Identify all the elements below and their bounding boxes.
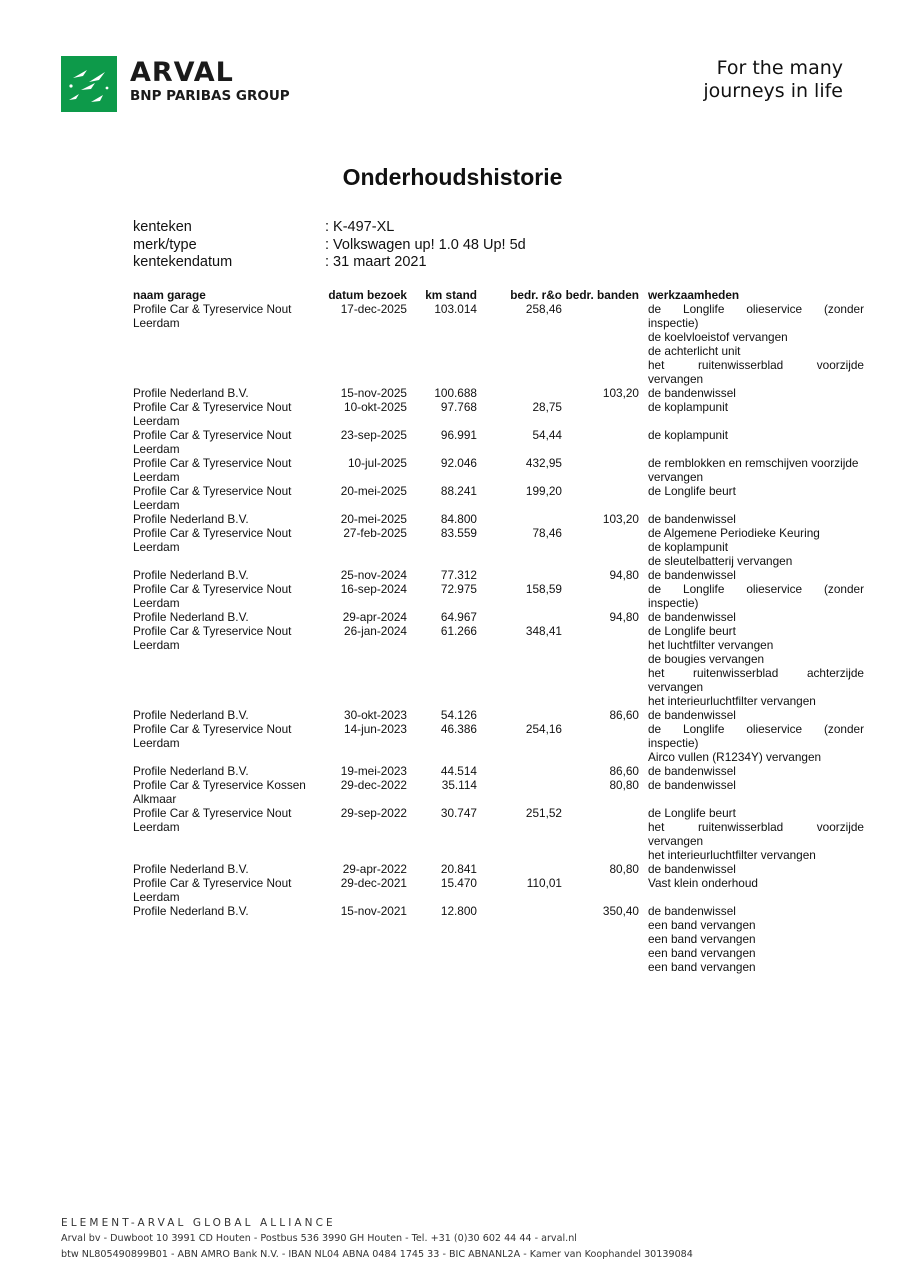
cell-ro: 432,95 <box>525 456 562 470</box>
cell-garage <box>133 386 318 400</box>
table-row <box>133 526 873 568</box>
garage-line: Leerdam <box>133 414 180 428</box>
cell-work <box>648 428 864 442</box>
table-row <box>133 484 873 512</box>
work-line: het interieurluchtfilter vervangen <box>648 848 816 862</box>
cell-garage <box>133 778 318 806</box>
cell-work <box>648 512 864 526</box>
header-work: werkzaamheden <box>648 288 740 302</box>
cell-work <box>648 862 864 876</box>
work-line: de bandenwissel <box>648 610 736 624</box>
cell-work <box>648 764 864 778</box>
birds-icon <box>61 56 117 112</box>
garage-line: Profile Nederland B.V. <box>133 610 249 624</box>
cell-km: 97.768 <box>440 400 477 414</box>
cell-work <box>648 778 864 792</box>
work-line: een band vervangen <box>648 932 756 946</box>
garage-line: Leerdam <box>133 890 180 904</box>
work-line: Airco vullen (R1234Y) vervangen <box>648 750 822 764</box>
work-line: de bandenwissel <box>648 708 736 722</box>
cell-tyres: 80,80 <box>609 862 639 876</box>
garage-line: Profile Car & Tyreservice Kossen <box>133 778 306 792</box>
cell-garage <box>133 764 318 778</box>
work-line: de Longlife olieservice (zonder <box>648 302 864 316</box>
work-line: inspectie) <box>648 596 699 610</box>
cell-km: 88.241 <box>440 484 477 498</box>
cell-garage <box>133 806 318 834</box>
garage-line: Profile Car & Tyreservice Nout <box>133 806 292 820</box>
cell-work <box>648 624 864 708</box>
cell-work <box>648 526 864 568</box>
cell-tyres: 350,40 <box>602 904 639 918</box>
cell-garage <box>133 904 318 918</box>
garage-line: Profile Nederland B.V. <box>133 904 249 918</box>
cell-garage <box>133 568 318 582</box>
work-line: de Longlife beurt <box>648 484 736 498</box>
cell-work <box>648 876 864 890</box>
cell-date: 15-nov-2025 <box>340 386 407 400</box>
table-row <box>133 722 873 764</box>
header-garage: naam garage <box>133 288 206 302</box>
work-line: vervangen <box>648 680 704 694</box>
cell-km: 72.975 <box>440 582 477 596</box>
cell-ro: 78,46 <box>532 526 562 540</box>
cell-ro: 110,01 <box>526 876 562 890</box>
cell-work <box>648 568 864 582</box>
cell-date: 10-okt-2025 <box>344 400 407 414</box>
tagline <box>703 57 843 103</box>
cell-ro: 251,52 <box>525 806 562 820</box>
footer-address: Arval bv - Duwboot 10 3991 CD Houten - Postbus 536 3990 GH Houten - Tel. +31 (0)30 602 44 44 - arval.nl <box>61 1233 577 1244</box>
work-line: het ruitenwisserblad voorzijde <box>648 358 864 372</box>
cell-km: 35.114 <box>441 778 477 792</box>
garage-line: Profile Nederland B.V. <box>133 764 249 778</box>
cell-work <box>648 302 864 386</box>
garage-line: Leerdam <box>133 596 180 610</box>
work-line: Vast klein onderhoud <box>648 876 758 890</box>
table-body <box>133 302 873 974</box>
work-line: de bandenwissel <box>648 862 736 876</box>
work-line: het ruitenwisserblad voorzijde <box>648 820 864 834</box>
vehicle-row <box>133 219 526 237</box>
cell-km: 12.800 <box>440 904 477 918</box>
cell-km: 103.014 <box>434 302 477 316</box>
work-line: inspectie) <box>648 316 699 330</box>
cell-km: 77.312 <box>440 568 477 582</box>
cell-km: 44.514 <box>440 764 477 778</box>
work-line: een band vervangen <box>648 918 756 932</box>
cell-garage <box>133 526 318 554</box>
work-line: de bougies vervangen <box>648 652 765 666</box>
cell-tyres: 103,20 <box>602 512 639 526</box>
vehicle-value: : Volkswagen up! 1.0 48 Up! 5d <box>325 236 526 253</box>
arval-logo-icon <box>61 56 117 112</box>
garage-line: Profile Car & Tyreservice Nout <box>133 302 292 316</box>
work-line: een band vervangen <box>648 960 756 974</box>
footer <box>61 1216 693 1263</box>
cell-date: 17-dec-2025 <box>340 302 407 316</box>
table-row <box>133 778 873 806</box>
garage-line: Profile Nederland B.V. <box>133 862 249 876</box>
work-line: vervangen <box>648 834 704 848</box>
cell-date: 20-mei-2025 <box>340 512 407 526</box>
garage-line: Profile Car & Tyreservice Nout <box>133 428 292 442</box>
table-row <box>133 610 873 624</box>
cell-ro: 28,75 <box>532 400 562 414</box>
cell-work <box>648 708 864 722</box>
cell-ro: 158,59 <box>525 582 562 596</box>
table-row <box>133 764 873 778</box>
work-line: het luchtfilter vervangen <box>648 638 774 652</box>
work-line: de Longlife beurt <box>648 806 736 820</box>
cell-work <box>648 484 864 498</box>
garage-line: Leerdam <box>133 470 180 484</box>
cell-work <box>648 582 864 610</box>
cell-km: 15.470 <box>440 876 477 890</box>
garage-line: Profile Car & Tyreservice Nout <box>133 456 292 470</box>
cell-work <box>648 806 864 862</box>
garage-line: Profile Car & Tyreservice Nout <box>133 582 292 596</box>
cell-tyres: 86,60 <box>609 708 639 722</box>
cell-km: 61.266 <box>440 624 477 638</box>
work-line: het interieurluchtfilter vervangen <box>648 694 816 708</box>
garage-line: Leerdam <box>133 638 180 652</box>
table-row <box>133 428 873 456</box>
table-row <box>133 624 873 708</box>
table-row <box>133 386 873 400</box>
header-ro: bedr. r&o <box>510 288 562 302</box>
work-line: de koplampunit <box>648 540 729 554</box>
cell-work <box>648 904 864 974</box>
work-line: vervangen <box>648 372 704 386</box>
vehicle-value: : K-497-XL <box>325 219 395 235</box>
cell-work <box>648 386 864 400</box>
garage-line: Profile Car & Tyreservice Nout <box>133 876 292 890</box>
work-line: de bandenwissel <box>648 904 736 918</box>
garage-line: Profile Nederland B.V. <box>133 386 249 400</box>
vehicle-row <box>133 237 526 255</box>
cell-ro: 54,44 <box>532 428 562 442</box>
garage-line: Leerdam <box>133 316 180 330</box>
header-date: datum bezoek <box>328 288 407 302</box>
work-line: de achterlicht unit <box>648 344 741 358</box>
cell-date: 20-mei-2025 <box>340 484 407 498</box>
table-row <box>133 806 873 862</box>
garage-line: Profile Nederland B.V. <box>133 512 249 526</box>
vehicle-label: merk/type <box>133 236 197 253</box>
cell-work <box>648 722 864 764</box>
cell-garage <box>133 624 318 652</box>
garage-line: Profile Car & Tyreservice Nout <box>133 722 292 736</box>
cell-date: 26-jan-2024 <box>344 624 407 638</box>
table-row <box>133 862 873 876</box>
vehicle-info <box>133 219 526 272</box>
cell-work <box>648 610 864 624</box>
cell-date: 29-apr-2024 <box>342 610 407 624</box>
garage-line: Leerdam <box>133 736 180 750</box>
tagline-line-1: For the many <box>716 57 843 79</box>
vehicle-label: kenteken <box>133 219 192 235</box>
cell-garage <box>133 708 318 722</box>
cell-garage <box>133 456 318 484</box>
header-km: km stand <box>425 288 477 302</box>
work-line: de bandenwissel <box>648 764 736 778</box>
cell-date: 27-feb-2025 <box>343 526 407 540</box>
work-line: de bandenwissel <box>648 386 736 400</box>
cell-tyres: 80,80 <box>609 778 639 792</box>
cell-work <box>648 456 864 484</box>
cell-km: 20.841 <box>440 862 477 876</box>
cell-date: 14-jun-2023 <box>344 722 407 736</box>
cell-garage <box>133 400 318 428</box>
work-line: de Longlife olieservice (zonder <box>648 582 864 596</box>
cell-tyres: 94,80 <box>609 610 639 624</box>
work-line: de bandenwissel <box>648 568 736 582</box>
work-line: de Algemene Periodieke Keuring <box>648 526 820 540</box>
work-line: de remblokken en remschijven voorzijde <box>648 456 859 470</box>
cell-km: 100.688 <box>434 386 477 400</box>
cell-ro: 254,16 <box>525 722 562 736</box>
work-line: de koplampunit <box>648 400 729 414</box>
vehicle-row <box>133 254 526 272</box>
garage-line: Profile Nederland B.V. <box>133 568 249 582</box>
work-line: een band vervangen <box>648 946 756 960</box>
brand-group: BNP PARIBAS GROUP <box>130 88 290 104</box>
cell-km: 54.126 <box>440 708 477 722</box>
table-row <box>133 904 873 974</box>
work-line: de Longlife olieservice (zonder <box>648 722 864 736</box>
cell-ro: 258,46 <box>525 302 562 316</box>
table-row <box>133 400 873 428</box>
garage-line: Profile Car & Tyreservice Nout <box>133 484 292 498</box>
cell-garage <box>133 582 318 610</box>
maintenance-history-table <box>133 288 873 974</box>
cell-garage <box>133 876 318 904</box>
cell-km: 83.559 <box>440 526 477 540</box>
cell-km: 30.747 <box>440 806 477 820</box>
cell-garage <box>133 484 318 512</box>
work-line: vervangen <box>648 470 704 484</box>
vehicle-label: kentekendatum <box>133 254 233 270</box>
cell-date: 29-apr-2022 <box>342 862 407 876</box>
vehicle-value: : 31 maart 2021 <box>325 254 427 270</box>
brand-name: ARVAL <box>130 57 234 88</box>
table-row <box>133 568 873 582</box>
header-tyres: bedr. banden <box>565 288 639 302</box>
garage-line: Profile Car & Tyreservice Nout <box>133 400 292 414</box>
tagline-line-2: journeys in life <box>703 80 843 102</box>
cell-date: 25-nov-2024 <box>340 568 407 582</box>
garage-line: Leerdam <box>133 820 180 834</box>
cell-date: 15-nov-2021 <box>340 904 407 918</box>
work-line: het ruitenwisserblad achterzijde <box>648 666 864 680</box>
cell-garage <box>133 722 318 750</box>
garage-line: Profile Nederland B.V. <box>133 708 249 722</box>
cell-tyres: 86,60 <box>609 764 639 778</box>
cell-km: 92.046 <box>440 456 477 470</box>
cell-ro: 348,41 <box>525 624 562 638</box>
cell-km: 84.800 <box>440 512 477 526</box>
cell-date: 19-mei-2023 <box>340 764 407 778</box>
page-title: Onderhoudshistorie <box>342 164 563 190</box>
garage-line: Leerdam <box>133 498 180 512</box>
cell-date: 16-sep-2024 <box>340 582 407 596</box>
brand-block <box>130 58 290 104</box>
cell-work <box>648 400 864 414</box>
cell-km: 46.386 <box>440 722 477 736</box>
cell-garage <box>133 428 318 456</box>
table-row <box>133 708 873 722</box>
cell-km: 96.991 <box>440 428 477 442</box>
table-row <box>133 876 873 904</box>
table-header <box>133 288 873 302</box>
work-line: de bandenwissel <box>648 512 736 526</box>
table-row <box>133 302 873 386</box>
cell-garage <box>133 862 318 876</box>
garage-line: Profile Car & Tyreservice Nout <box>133 624 292 638</box>
cell-date: 29-dec-2022 <box>340 778 407 792</box>
work-line: de bandenwissel <box>648 778 736 792</box>
footer-bank: btw NL805490899B01 - ABN AMRO Bank N.V. - IBAN NL04 ABNA 0484 1745 33 - BIC ABNANL2A - Kamer van Koophandel 30139084 <box>61 1249 693 1260</box>
work-line: de sleutelbatterij vervangen <box>648 554 793 568</box>
cell-km: 64.967 <box>440 610 477 624</box>
garage-line: Alkmaar <box>133 792 177 806</box>
cell-date: 29-sep-2022 <box>340 806 407 820</box>
cell-date: 30-okt-2023 <box>344 708 407 722</box>
cell-date: 29-dec-2021 <box>340 876 407 890</box>
cell-ro: 199,20 <box>525 484 562 498</box>
work-line: de koelvloeistof vervangen <box>648 330 788 344</box>
table-row <box>133 512 873 526</box>
work-line: de Longlife beurt <box>648 624 736 638</box>
cell-date: 23-sep-2025 <box>340 428 407 442</box>
cell-tyres: 94,80 <box>609 568 639 582</box>
cell-garage <box>133 610 318 624</box>
garage-line: Leerdam <box>133 442 180 456</box>
cell-garage <box>133 512 318 526</box>
footer-alliance: ELEMENT-ARVAL GLOBAL ALLIANCE <box>61 1217 336 1229</box>
cell-tyres: 103,20 <box>602 386 639 400</box>
garage-line: Leerdam <box>133 540 180 554</box>
work-line: de koplampunit <box>648 428 729 442</box>
table-row <box>133 456 873 484</box>
table-row <box>133 582 873 610</box>
cell-garage <box>133 302 318 330</box>
work-line: inspectie) <box>648 736 699 750</box>
cell-date: 10-jul-2025 <box>347 456 407 470</box>
garage-line: Profile Car & Tyreservice Nout <box>133 526 292 540</box>
